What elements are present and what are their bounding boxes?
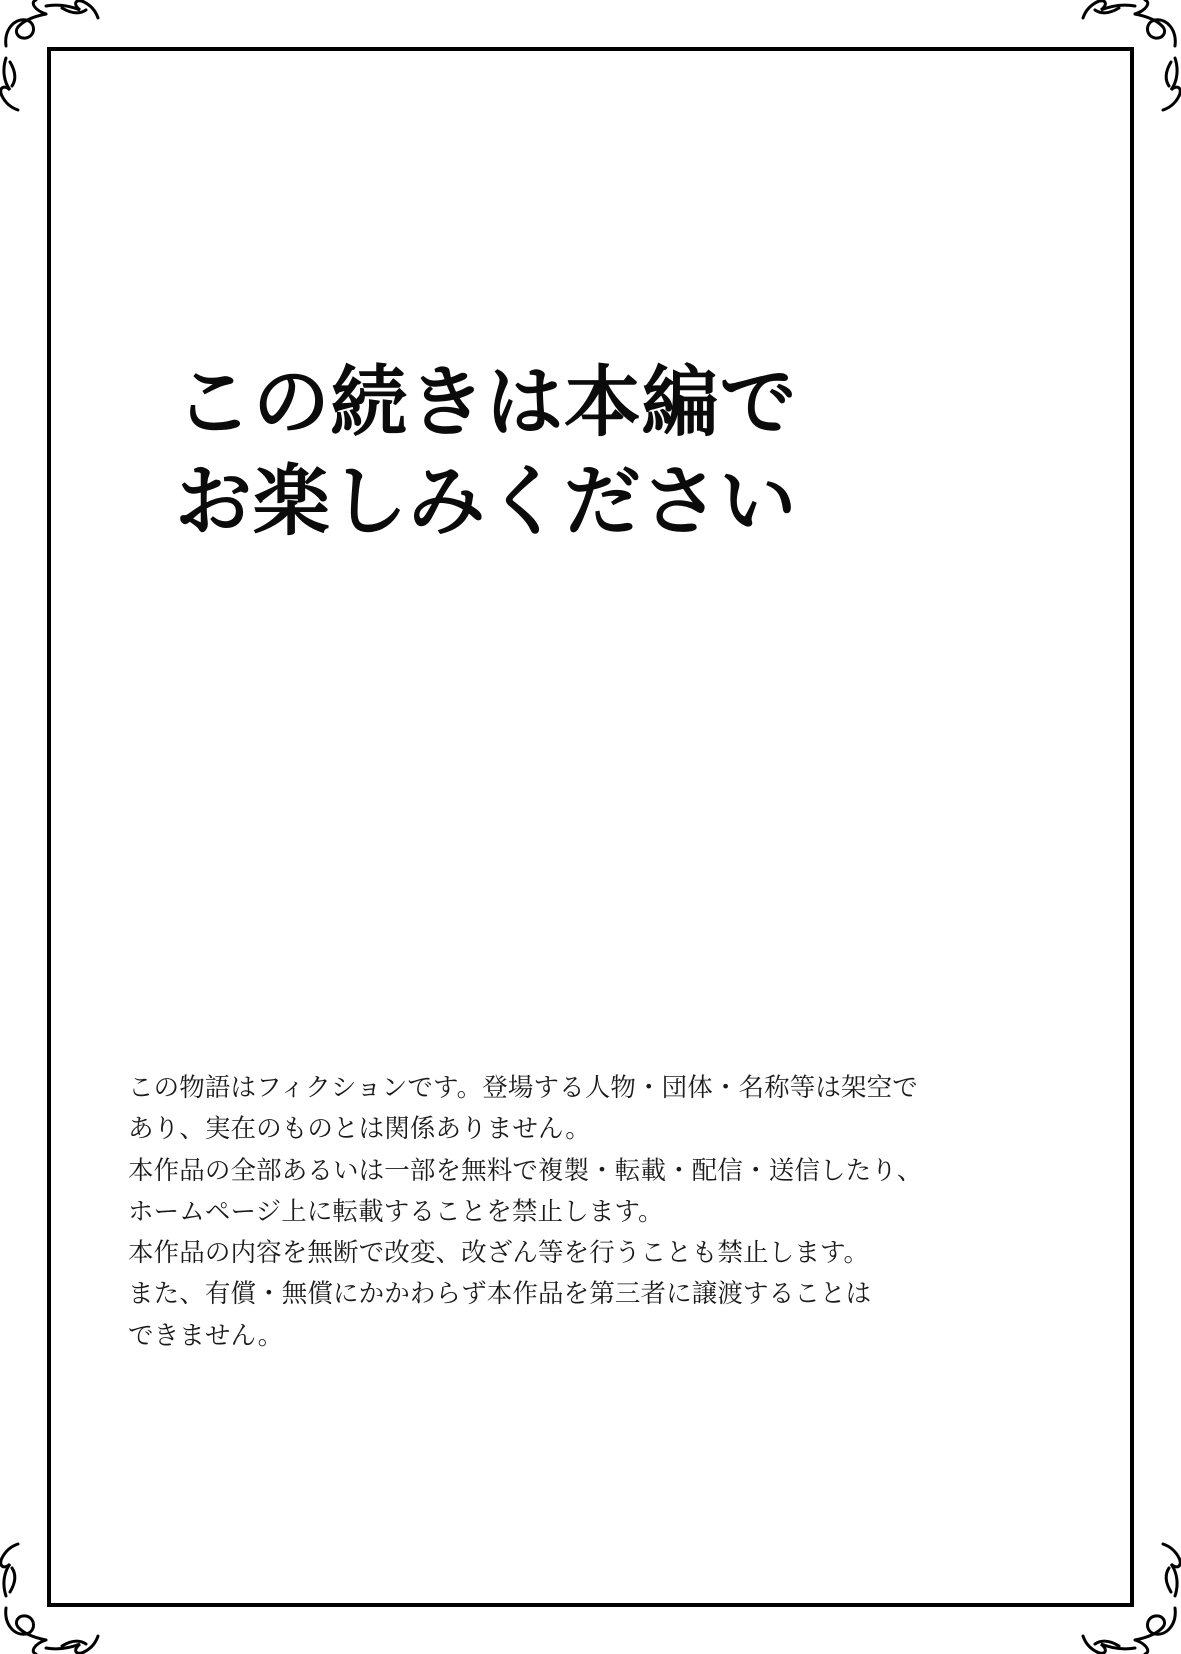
disclaimer-line: 本作品の内容を無断で改変、改ざん等を行うことも禁止します。: [128, 1238, 870, 1269]
disclaimer-line: ホームページ上に転載することを禁止します。: [128, 1196, 664, 1227]
disclaimer-line: あり、実在のものとは関係ありません。: [128, 1114, 591, 1145]
corner-flourish-icon: [1061, 1534, 1181, 1654]
headline-line-1: この続きは本編で: [175, 359, 798, 448]
corner-flourish-icon: [0, 1534, 120, 1654]
headline: [175, 355, 1025, 552]
corner-flourish-icon: [0, 0, 120, 120]
disclaimer-line: この物語はフィクションです。登場する人物・団体・名称等は架空で: [128, 1073, 918, 1103]
headline-line-2: お楽しみください: [175, 457, 798, 547]
disclaimer-line: できません。: [128, 1320, 284, 1351]
corner-flourish-icon: [1061, 0, 1181, 120]
disclaimer-line: 本作品の全部あるいは一部を無料で複製・転載・配信・送信したり、: [128, 1155, 923, 1186]
page-border-frame: [47, 47, 1134, 1607]
disclaimer-text: [128, 1068, 1008, 1357]
disclaimer-line: また、有償・無償にかかわらず本作品を第三者に譲渡することは: [128, 1279, 872, 1310]
